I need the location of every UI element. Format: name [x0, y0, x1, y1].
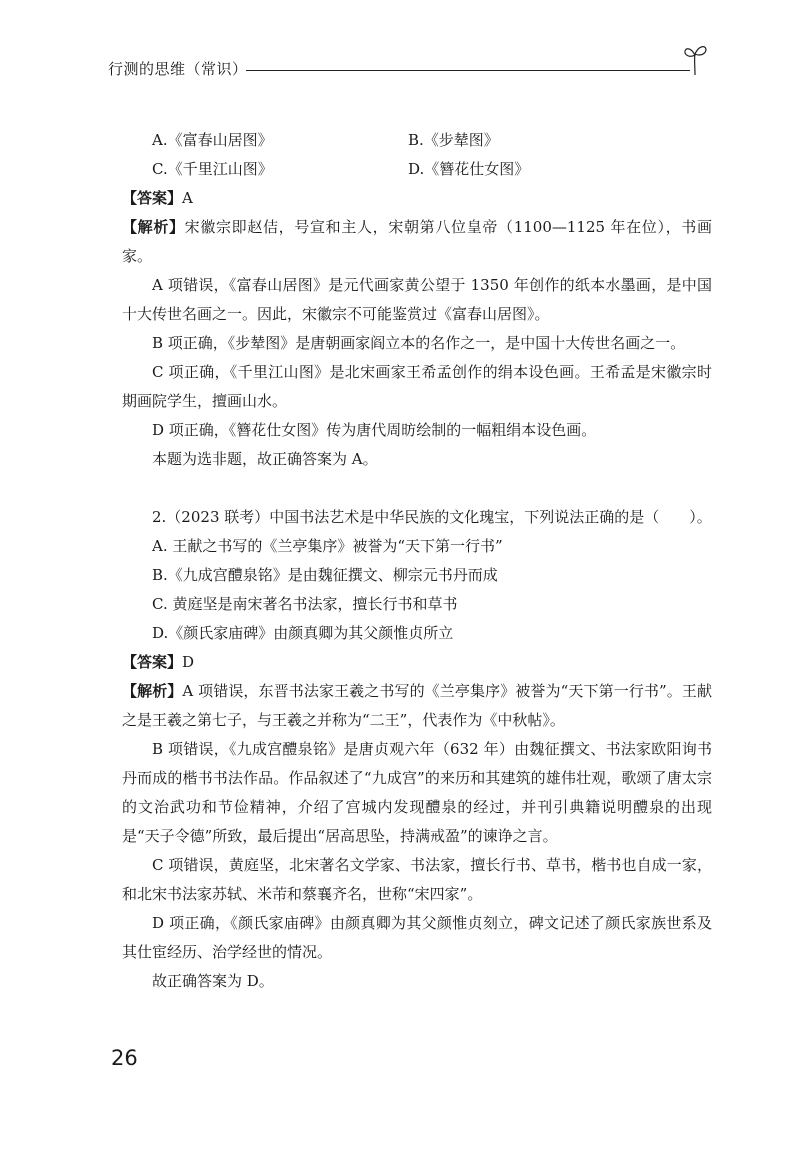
q2-answer: [122, 648, 712, 677]
q1-analysis-paragraph: A 项错误，《富春山居图》是元代画家黄公望于 1350 年创作的纸本水墨画，是中国十大传世名画之一。因此，宋徽宗不可能鉴赏过《富春山居图》。: [122, 276, 712, 323]
q1-analysis-paragraph: 本题为选非题，故正确答案为 A。: [152, 450, 378, 468]
q2-answer-value: D: [182, 653, 195, 671]
page-header: [108, 56, 708, 82]
header-title: 行测的思维（常识）: [108, 60, 248, 78]
q1-analysis-paragraph: [122, 213, 712, 271]
q2-answer-tag: 【答案】: [122, 653, 183, 671]
q2-option-b: B.《九成宫醴泉铭》是由魏征撰文、柳宗元书丹而成: [152, 566, 498, 584]
q2-analysis-tag: 【解析】: [122, 682, 183, 700]
q1-answer-value: A: [182, 189, 193, 207]
q1-option-d: D.《簪花仕女图》: [408, 160, 530, 178]
q1-answer-tag: 【答案】: [122, 189, 183, 207]
q2-option-d: D.《颜氏家庙碑》由颜真卿为其父颜惟贞所立: [152, 624, 454, 642]
q2-analysis-paragraph: [122, 677, 712, 735]
page-content: [122, 126, 712, 996]
q2-option-c: C. 黄庭坚是南宋著名书法家，擅长行书和草书: [152, 595, 458, 613]
q2-analysis-text: A 项错误，东晋书法家王羲之书写的《兰亭集序》被誉为“天下第一行书”。王献之是王羲之第七子，与王羲之并称为“二王”，代表作为《中秋帖》。: [122, 682, 712, 729]
header-rule: [246, 70, 690, 71]
q2-analysis-paragraph: B 项错误，《九成宫醴泉铭》是唐贞观六年（632 年）由魏征撰文、书法家欧阳询书丹而成的楷书书法作品。作品叙述了“九成宫”的来历和其建筑的雄伟壮观，歌颂了唐太宗的文治武功和节俭精神，介绍了宫城内发现醴泉的经过，并刊引典籍说明醴泉的出现是“天子令德”所致，最后提出“居高思坠，持满戒盈”的谏诤之言。: [122, 740, 712, 845]
page-number: 26: [111, 1046, 138, 1070]
q1-option-a: A.《富春山居图》: [152, 131, 273, 149]
q1-analysis-paragraph: B 项正确，《步辇图》是唐朝画家阎立本的名作之一，是中国十大传世名画之一。: [152, 334, 686, 352]
q2-analysis-paragraph: 故正确答案为 D。: [152, 972, 274, 990]
q1-analysis-paragraph: D 项正确，《簪花仕女图》传为唐代周昉绘制的一幅粗绢本设色画。: [152, 421, 597, 439]
q2-analysis-paragraph: D 项正确，《颜氏家庙碑》由颜真卿为其父颜惟贞刻立，碑文记述了颜氏家族世系及其仕宦经历、治学经世的情况。: [122, 914, 712, 961]
q1-analysis-text: 宋徽宗即赵佶，号宣和主人，宋朝第八位皇帝（1100—1125 年在位），书画家。: [122, 218, 712, 265]
q2-stem: 2.（2023 联考）中国书法艺术是中华民族的文化瑰宝，下列说法正确的是（ ）。: [152, 508, 712, 526]
q1-option-c: C.《千里江山图》: [152, 160, 273, 178]
q1-options-row-2: [122, 155, 712, 184]
sprout-icon: [682, 42, 708, 76]
section-gap: [122, 474, 712, 503]
q2-option-a: A. 王献之书写的《兰亭集序》被誉为“天下第一行书”: [152, 537, 503, 555]
q1-analysis-paragraph: C 项正确，《千里江山图》是北宋画家王希孟创作的绢本设色画。王希孟是宋徽宗时期画院学生，擅画山水。: [122, 363, 712, 410]
q1-options-row-1: [122, 126, 712, 155]
q1-option-b: B.《步辇图》: [408, 131, 499, 149]
q1-answer: [122, 184, 712, 213]
q1-analysis-tag: 【解析】: [122, 218, 185, 236]
q2-analysis-paragraph: C 项错误，黄庭坚，北宋著名文学家、书法家，擅长行书、草书，楷书也自成一家，和北宋书法家苏轼、米芾和蔡襄齐名，世称“宋四家”。: [122, 856, 712, 903]
